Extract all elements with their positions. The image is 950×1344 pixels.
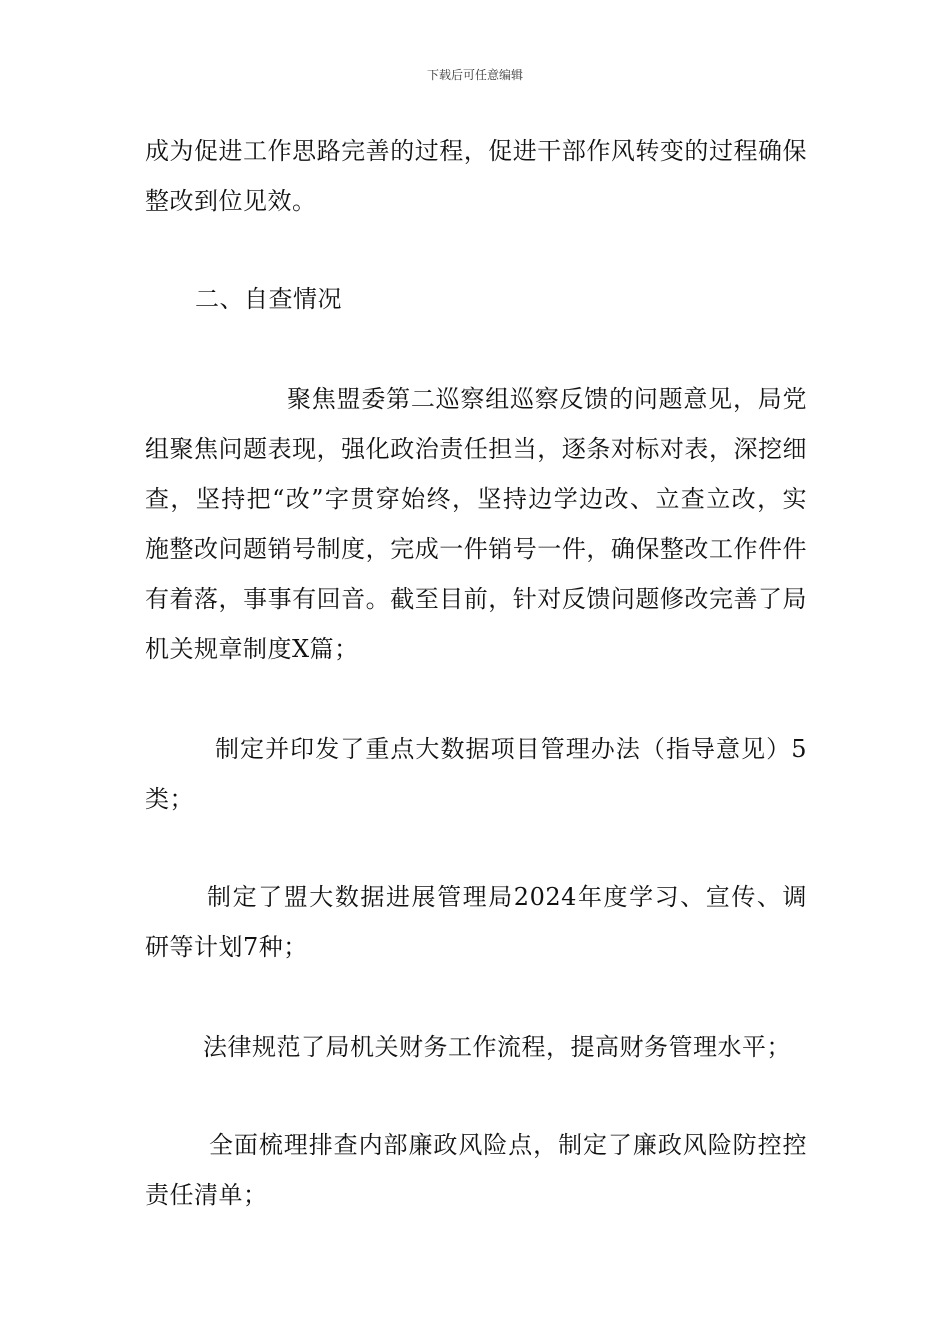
paragraph-4: 制定了盟大数据进展管理局2024年度学习、宣传、调研等计划7种； (145, 883, 807, 961)
paragraph-5: 法律规范了局机关财务工作流程，提高财务管理水平； (203, 1033, 791, 1061)
paragraph-2: 聚焦盟委第二巡察组巡察反馈的问题意见，局党组聚焦问题表现，强化政治责任担当，逐条对标对表，深挖细查，坚持把“改”字贯穿始终，坚持边学边改、立查立改，实施整改问题销号制度，完成一件销号一件，确保整改工作件件有着落，事事有回音。截至目前，针对反馈问题修改完善了局机关规章制度X篇； (145, 385, 807, 663)
paragraph-3: 制定并印发了重点大数据项目管理办法（指导意见）5类； (145, 735, 807, 813)
paragraph-1: 成为促进工作思路完善的过程，促进干部作风转变的过程确保整改到位见效。 (145, 137, 807, 215)
page-header-note: 下载后可任意编辑 (426, 68, 523, 82)
paragraph-6: 全面梳理排查内部廉政风险点，制定了廉政风险防控控责任清单； (145, 1131, 807, 1209)
section-heading: 二、自查情况 (195, 285, 342, 313)
